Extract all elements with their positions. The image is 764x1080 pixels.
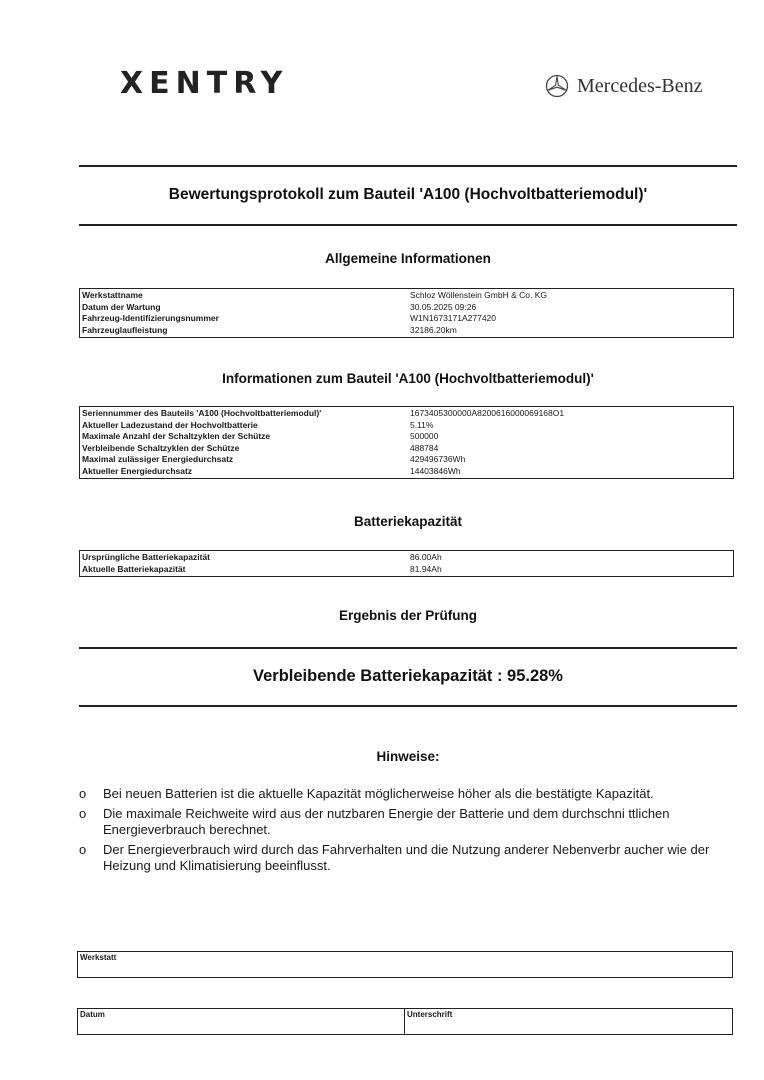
bullet-icon: o — [79, 806, 87, 821]
table-row — [82, 325, 731, 337]
divider — [79, 224, 737, 226]
general-info-heading: Allgemeine Informationen — [325, 251, 491, 266]
component-info-heading: Informationen zum Bauteil 'A100 (Hochvoltbatteriemodul)' — [222, 371, 594, 386]
mercedes-star-icon — [545, 74, 569, 98]
battery-capacity-table — [79, 550, 734, 577]
row-value: W1N1673171A277420 — [410, 313, 497, 323]
bullet-icon: o — [79, 842, 87, 857]
table-row — [82, 408, 731, 420]
note-text: Bei neuen Batterien ist die aktuelle Kapazität möglicherweise höher als die bestätigte Kapazität. — [103, 786, 654, 801]
row-value: 500000 — [410, 431, 439, 441]
row-value: 14403846Wh — [410, 465, 461, 476]
row-label: Maximal zulässiger Energiedurchsatz — [82, 454, 234, 464]
table-row — [82, 466, 731, 478]
table-row — [82, 302, 731, 314]
divider — [79, 165, 737, 167]
row-value: 488784 — [410, 442, 439, 453]
list-item — [79, 806, 729, 838]
row-label: Werkstattname — [82, 290, 143, 300]
list-item — [79, 786, 729, 802]
general-info-table — [79, 288, 734, 338]
mercedes-benz-logo — [545, 74, 703, 98]
battery-capacity-heading: Batteriekapazität — [353, 514, 463, 529]
brand-name: Mercedes-Benz — [577, 74, 703, 97]
row-label: Fahrzeug-Identifizierungsnummer — [82, 313, 219, 323]
remaining-capacity-result: Verbleibende Batteriekapazität : 95.28% — [253, 667, 563, 685]
result-heading: Ergebnis der Prüfung — [338, 608, 477, 623]
divider — [79, 705, 737, 707]
row-label: Aktueller Ladezustand der Hochvoltbatterie — [82, 419, 258, 430]
table-row — [82, 290, 731, 302]
row-label: Aktueller Energiedurchsatz — [82, 465, 193, 476]
row-value: 5.11% — [410, 419, 434, 430]
date-field[interactable] — [77, 1008, 405, 1035]
table-row — [82, 443, 731, 455]
row-label: Datum der Wartung — [82, 301, 161, 312]
row-label: Seriennummer des Bauteils 'A100 (Hochvoltbatteriemodul)' — [82, 408, 322, 418]
row-value: 1673405300000A8200616000069168O1 — [410, 408, 565, 418]
workshop-field[interactable] — [77, 951, 733, 978]
notes-heading: Hinweise: — [376, 749, 440, 764]
bullet-icon: o — [79, 786, 87, 801]
table-row — [82, 564, 731, 576]
xentry-logo: XENTRY — [120, 66, 289, 101]
row-label: Ursprüngliche Batteriekapazität — [82, 552, 211, 562]
workshop-label: Werkstatt — [80, 953, 117, 962]
row-label: Aktuelle Batteriekapazität — [82, 563, 186, 574]
list-item — [79, 842, 729, 874]
row-value: 86.00Ah — [410, 552, 442, 562]
note-text: Die maximale Reichweite wird aus der nutzbaren Energie der Batterie und dem durchschni ttlichen Energieverbrauch berechnet. — [103, 806, 670, 837]
table-row — [82, 552, 731, 564]
row-value: Schloz Wöllenstein GmbH & Co. KG — [410, 290, 547, 300]
page-title: Bewertungsprotokoll zum Bauteil 'A100 (Hochvoltbatteriemodul)' — [168, 186, 648, 203]
row-value: 30.05.2025 09:26 — [410, 301, 477, 312]
row-label: Fahrzeuglaufleistung — [82, 324, 168, 335]
notes-list — [79, 786, 729, 878]
signature-label: Unterschrift — [407, 1010, 453, 1019]
table-row — [82, 431, 731, 443]
table-row — [82, 313, 731, 325]
table-row — [82, 454, 731, 466]
component-info-table — [79, 406, 734, 479]
row-label: Maximale Anzahl der Schaltzyklen der Schütze — [82, 431, 271, 441]
signature-field[interactable] — [404, 1008, 733, 1035]
row-value: 32186.20km — [410, 324, 457, 335]
divider — [79, 647, 737, 649]
row-value: 81.94Ah — [410, 563, 442, 574]
table-row — [82, 420, 731, 432]
row-label: Verbleibende Schaltzyklen der Schütze — [82, 442, 240, 453]
note-text: Der Energieverbrauch wird durch das Fahrverhalten und die Nutzung anderer Nebenverbr aucher wie der Heizung und Klimatisierung beeinflusst. — [103, 842, 710, 873]
row-value: 429496736Wh — [410, 454, 466, 464]
date-label: Datum — [80, 1010, 105, 1019]
